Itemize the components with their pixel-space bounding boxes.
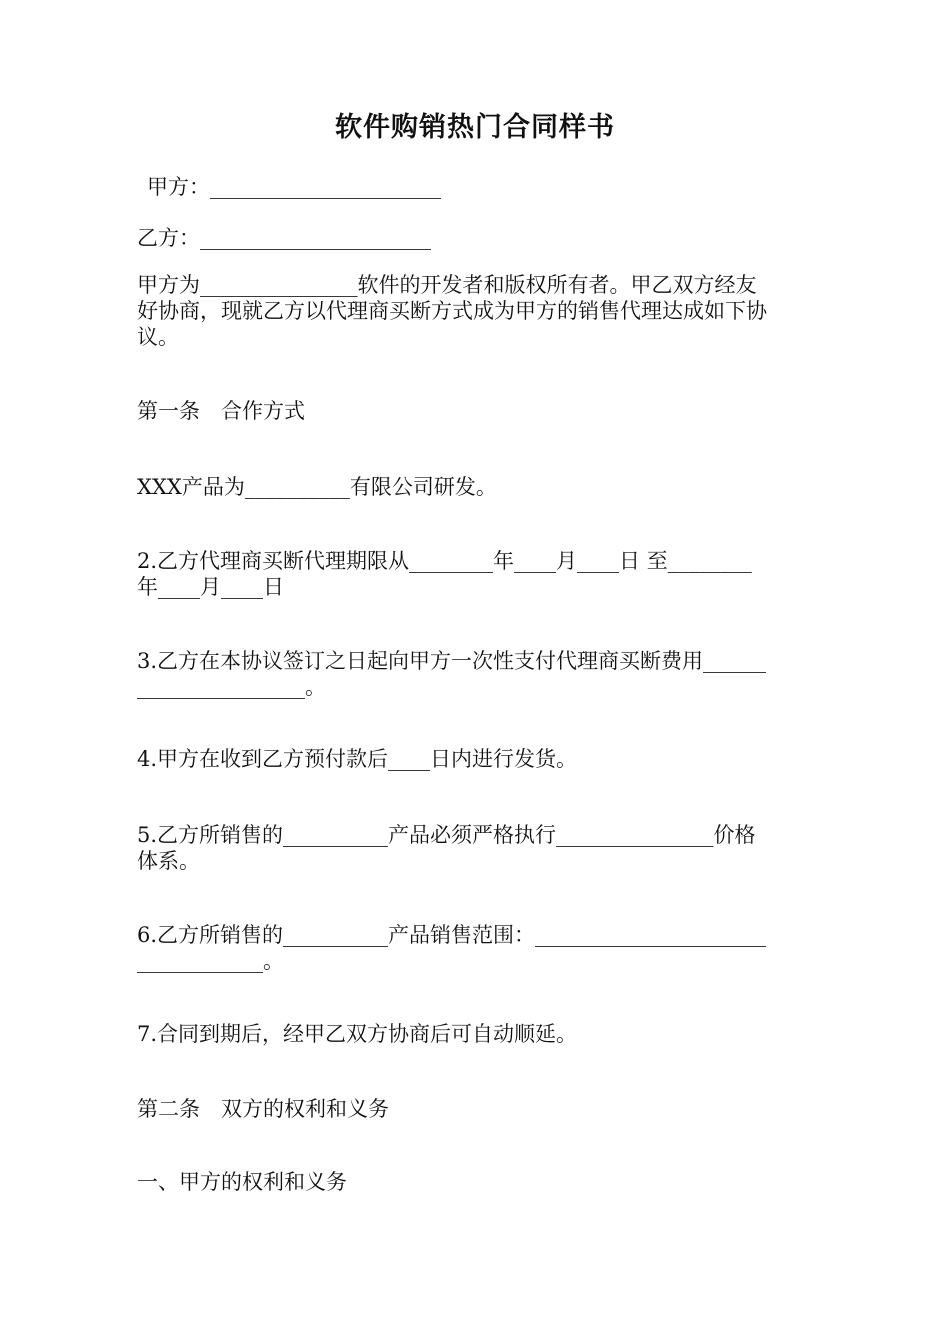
clause-3: 3.乙方在本协议签订之日起向甲方一次性支付代理商买断费用______ <box>137 649 767 673</box>
article-1-heading: 第一条 合作方式 <box>137 399 305 423</box>
clause-6: ____________。 <box>137 949 284 973</box>
intro-line: 议。 <box>137 325 179 349</box>
clause-6: 6.乙方所销售的__________产品销售范围：______________________ <box>137 923 767 947</box>
party-a-line: 甲方：______________________ <box>147 175 441 199</box>
intro-line: 甲方为_______________软件的开发者和版权所有者。甲乙双方经友 <box>137 273 757 297</box>
clause-4: 4.甲方在收到乙方预付款后____日内进行发货。 <box>137 747 578 771</box>
document-title: 软件购销热门合同样书 <box>335 112 615 143</box>
clause-2: 年____月____日 <box>137 575 284 599</box>
clause-1: XXX产品为__________有限公司研发。 <box>137 475 497 499</box>
clause-2: 2.乙方代理商买断代理期限从________年____月____日 至________ <box>137 549 752 573</box>
clause-5: 5.乙方所销售的__________产品必须严格执行_______________价格 <box>137 823 756 847</box>
clause-3: ________________。 <box>137 675 326 699</box>
intro-line: 好协商，现就乙方以代理商买断方式成为甲方的销售代理达成如下协 <box>137 299 767 323</box>
clause-7: 7.合同到期后，经甲乙双方协商后可自动顺延。 <box>137 1022 578 1046</box>
section-1-heading: 一、甲方的权利和义务 <box>137 1170 347 1194</box>
article-2-heading: 第二条 双方的权利和义务 <box>137 1097 389 1121</box>
party-b-line: 乙方：______________________ <box>137 226 431 250</box>
clause-5: 体系。 <box>137 849 200 873</box>
